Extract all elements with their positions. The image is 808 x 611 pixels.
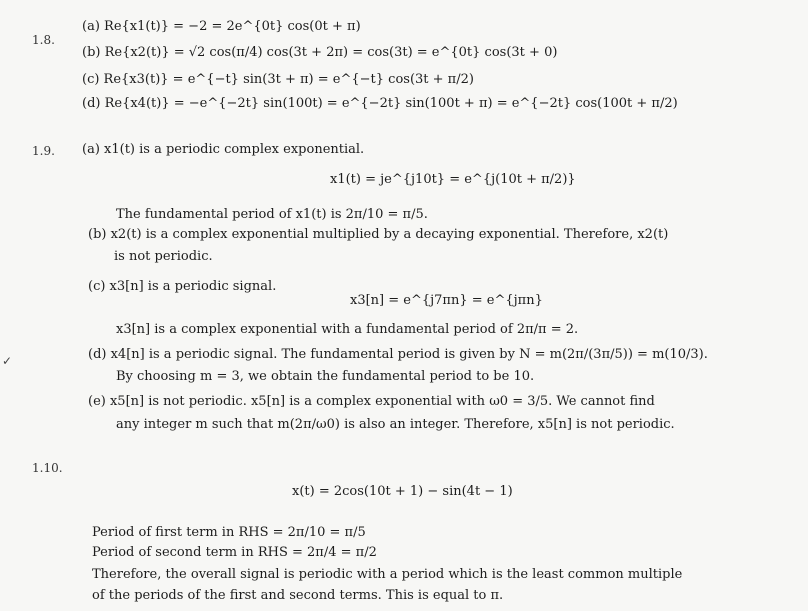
problem-1-9-part-d-line1: (d) x4[n] is a periodic signal. The fundamental period is given by N = m(2π/(3π/5)) = m(10/3). bbox=[88, 347, 708, 362]
problem-1-9-part-e-line2: any integer m such that m(2π/ω0) is also an integer. Therefore, x5[n] is not periodic. bbox=[116, 417, 675, 432]
problem-1-9-part-b-line2: is not periodic. bbox=[114, 249, 213, 264]
problem-1-10-line2: Period of second term in RHS = 2π/4 = π/2 bbox=[92, 545, 377, 560]
problem-1-9-part-b-line1: (b) x2(t) is a complex exponential multiplied by a decaying exponential. Therefore, x2(t) bbox=[88, 227, 669, 242]
problem-1-9-part-a-equation: x1(t) = je^{j10t} = e^{j(10t + π/2)} bbox=[330, 172, 576, 187]
problem-1-10-line4: of the periods of the first and second terms. This is equal to π. bbox=[92, 588, 504, 603]
margin-check-mark: ✓ bbox=[2, 354, 13, 368]
problem-1-8-part-c: (c) Re{x3(t)} = e^{−t} sin(3t + π) = e^{−t} cos(3t + π/2) bbox=[82, 72, 474, 87]
problem-1-10-line1: Period of first term in RHS = 2π/10 = π/5 bbox=[92, 525, 366, 540]
problem-number-1-10: 1.10. bbox=[32, 461, 63, 475]
problem-1-8-part-a: (a) Re{x1(t)} = −2 = 2e^{0t} cos(0t + π) bbox=[82, 19, 361, 34]
problem-1-8-part-b: (b) Re{x2(t)} = √2 cos(π/4) cos(3t + 2π) = cos(3t) = e^{0t} cos(3t + 0) bbox=[82, 45, 558, 60]
problem-1-9-part-e-line1: (e) x5[n] is not periodic. x5[n] is a complex exponential with ω0 = 3/5. We cannot find bbox=[88, 394, 655, 409]
problem-1-9-part-c-period: x3[n] is a complex exponential with a fundamental period of 2π/π = 2. bbox=[116, 322, 579, 337]
problem-number-1-8: 1.8. bbox=[32, 33, 55, 47]
problem-1-9-part-a-period: The fundamental period of x1(t) is 2π/10 = π/5. bbox=[116, 207, 428, 222]
problem-1-8-part-d: (d) Re{x4(t)} = −e^{−2t} sin(100t) = e^{−2t} sin(100t + π) = e^{−2t} cos(100t + π/2) bbox=[82, 96, 678, 111]
problem-1-9-part-c-equation: x3[n] = e^{j7πn} = e^{jπn} bbox=[350, 293, 543, 308]
problem-number-1-9: 1.9. bbox=[32, 144, 55, 158]
problem-1-10-line3: Therefore, the overall signal is periodic with a period which is the least common multiple bbox=[92, 567, 683, 582]
problem-1-10-equation: x(t) = 2cos(10t + 1) − sin(4t − 1) bbox=[292, 484, 513, 499]
problem-1-9-part-d-line2: By choosing m = 3, we obtain the fundamental period to be 10. bbox=[116, 369, 535, 384]
problem-1-9-part-c-intro: (c) x3[n] is a periodic signal. bbox=[88, 279, 277, 294]
problem-1-9-part-a-intro: (a) x1(t) is a periodic complex exponential. bbox=[82, 142, 365, 157]
